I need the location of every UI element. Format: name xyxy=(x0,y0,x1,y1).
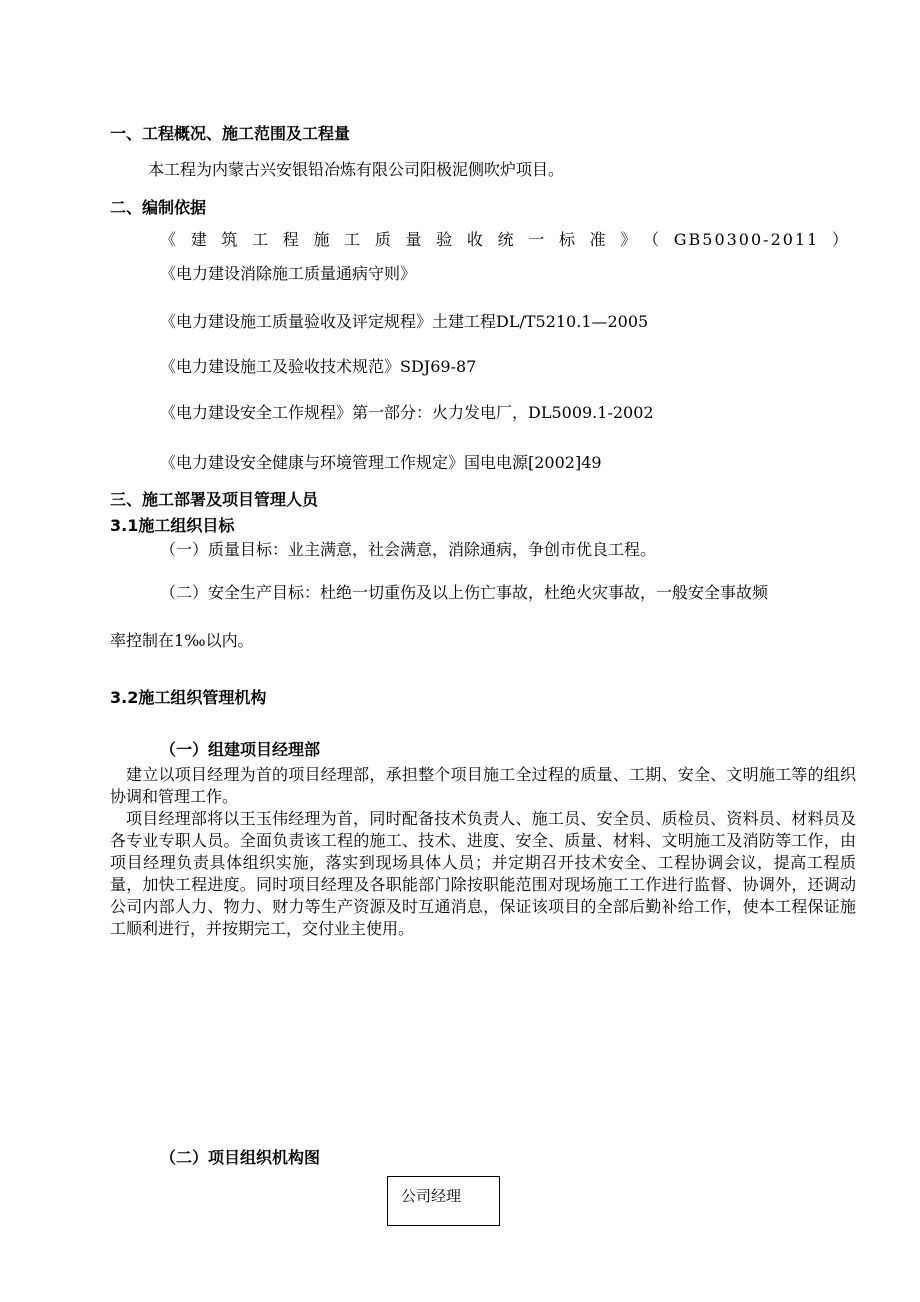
safety-goal-line2: 率控制在1‰以内。 xyxy=(110,631,254,650)
subsection-3-1-heading: 3.1施工组织目标 xyxy=(110,516,235,535)
section-3-heading: 三、施工部署及项目管理人员 xyxy=(110,490,319,509)
org-paragraph-2: 项目经理部将以王玉伟经理为首，同时配备技术负责人、施工员、安全员、质检员、资料员、材料员及各专业专职人员。全面负责该工程的施工、技术、进度、安全、质量、材料、文明施工及消防等工作，由项目经理负责具体组织实施，落实到现场具体人员；并定期召开技术安全、工程协调会议，提高工程质量，加快工程进度。同时项目经理及各职能部门除按职能范围对现场施工工作进行监督、协调外，还调动公司内部人力、物力、财力等生产资源及时互通消息，保证该项目的全部后勤补给工作，使本工程保证施工顺利进行，并按期完工，交付业主使用。 xyxy=(110,809,856,938)
reference-item: 《建筑工程施工质量验收统一标准》（GB50300-2011） xyxy=(160,230,850,249)
reference-item: 《电力建设安全工作规程》第一部分：火力发电厂，DL5009.1-2002 xyxy=(160,403,654,422)
quality-goal: （一）质量目标：业主满意，社会满意，消除通病，争创市优良工程。 xyxy=(160,540,657,559)
section-1-heading: 一、工程概况、施工范围及工程量 xyxy=(110,124,351,143)
subsection-3-2-heading: 3.2施工组织管理机构 xyxy=(110,688,267,707)
section-1-body: 本工程为内蒙古兴安银铅冶炼有限公司阳极泥侧吹炉项目。 xyxy=(148,160,565,179)
org-setup-title: （一）组建项目经理部 xyxy=(160,740,321,759)
reference-item: 《电力建设消除施工质量通病守则》 xyxy=(160,264,417,283)
reference-item: 《电力建设施工及验收技术规范》SDJ69-87 xyxy=(160,357,477,376)
org-chart-node-company-manager xyxy=(387,1176,500,1226)
org-chart-title: （二）项目组织机构图 xyxy=(160,1148,321,1167)
safety-goal-line1: （二）安全生产目标：杜绝一切重伤及以上伤亡事故，杜绝火灾事故，一般安全事故频 xyxy=(160,583,769,602)
org-chart-node-label: 公司经理 xyxy=(401,1187,462,1205)
org-paragraph-1: 建立以项目经理为首的项目经理部，承担整个项目施工全过程的质量、工期、安全、文明施工等的组织协调和管理工作。 xyxy=(110,765,856,806)
section-2-heading: 二、编制依据 xyxy=(110,198,207,217)
reference-item: 《电力建设施工质量验收及评定规程》土建工程DL/T5210.1—2005 xyxy=(160,312,649,331)
reference-item: 《电力建设安全健康与环境管理工作规定》国电电源[2002]49 xyxy=(160,453,602,472)
